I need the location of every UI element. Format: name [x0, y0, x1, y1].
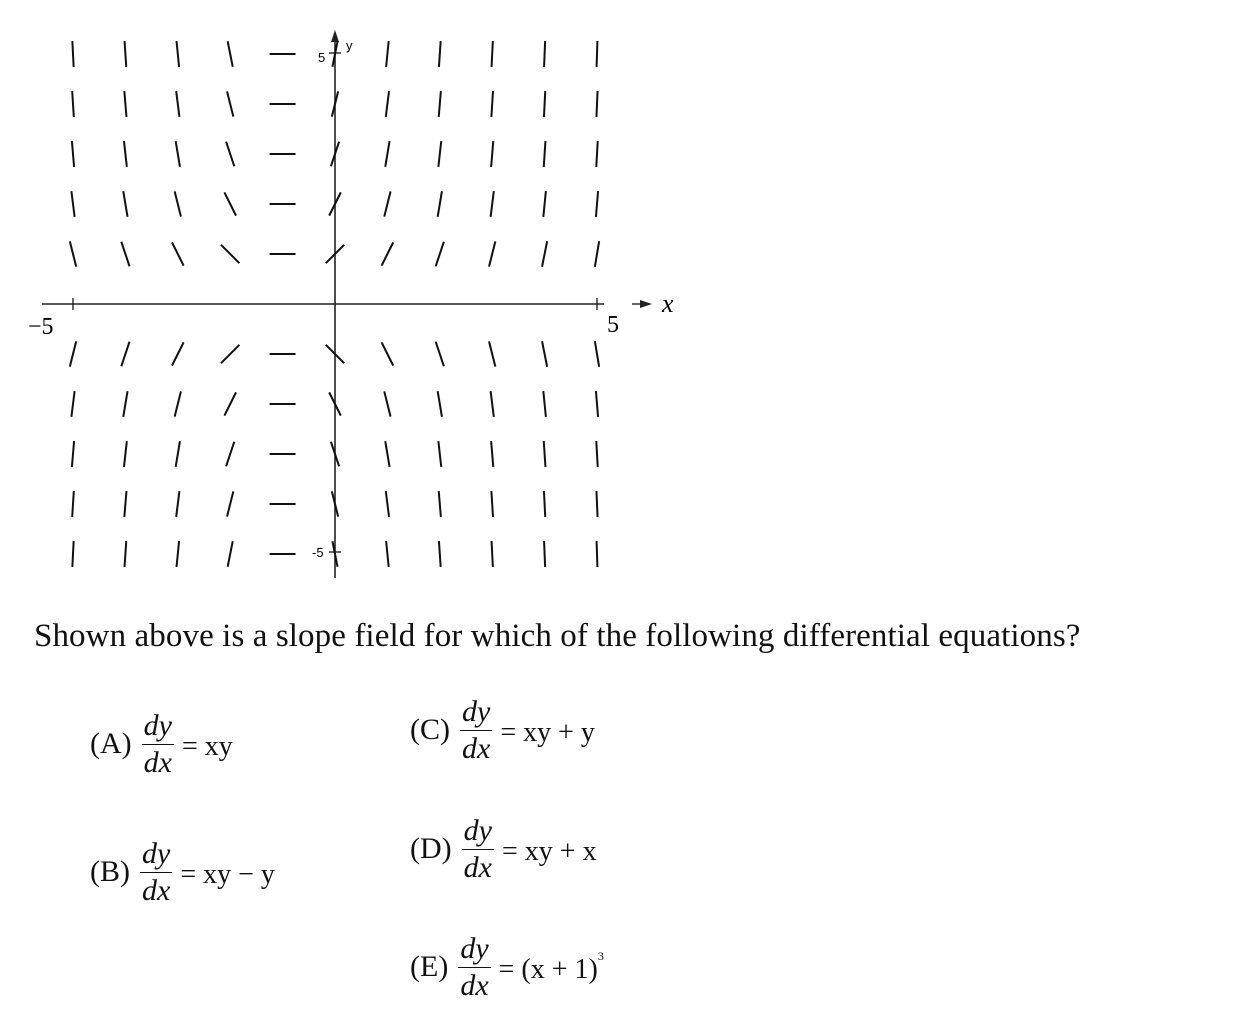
- slope-segment: [72, 491, 74, 517]
- y-axis-label: y: [346, 38, 353, 53]
- choice-d[interactable]: [410, 815, 597, 883]
- slope-segment: [226, 442, 234, 467]
- choice-label: (A): [90, 727, 132, 760]
- slope-segment: [175, 391, 181, 416]
- derivative-fraction: [460, 696, 492, 764]
- slope-segment: [386, 491, 389, 517]
- slope-segment: [386, 41, 389, 67]
- slope-segment: [124, 91, 126, 117]
- slope-segment: [228, 541, 233, 567]
- choice-label: (D): [410, 832, 452, 865]
- equation-rhs: = xy + y: [500, 716, 595, 748]
- slope-segment: [439, 41, 441, 67]
- slope-segment: [385, 141, 389, 167]
- slope-segment: [384, 391, 390, 416]
- choice-c[interactable]: [410, 696, 595, 764]
- slope-segment: [227, 91, 233, 116]
- slope-segment: [492, 41, 493, 67]
- slope-segment: [544, 141, 546, 167]
- slope-segment: [438, 441, 441, 467]
- slope-segment: [439, 91, 441, 117]
- derivative-fraction: [142, 710, 174, 778]
- fraction-denominator: dx: [143, 745, 172, 779]
- choice-equation: [502, 831, 597, 868]
- slope-segment: [177, 541, 180, 567]
- slope-segment: [123, 391, 127, 417]
- equation-rhs: = xy − y: [180, 858, 275, 890]
- slope-segment: [125, 541, 127, 567]
- slope-segment: [544, 491, 545, 517]
- slope-segment: [224, 192, 236, 215]
- fraction-denominator: dx: [462, 731, 491, 765]
- slope-segment: [382, 342, 394, 365]
- slope-segment: [543, 391, 546, 417]
- slope-segment: [436, 342, 444, 367]
- slope-segment: [597, 541, 598, 567]
- choice-b[interactable]: [90, 838, 275, 906]
- slope-segment: [595, 341, 599, 367]
- slope-segment: [543, 191, 546, 217]
- slope-segment: [438, 191, 442, 217]
- choice-equation: [182, 726, 233, 763]
- slope-segment: [125, 41, 127, 67]
- slope-segment: [224, 392, 236, 415]
- slope-segment: [172, 342, 184, 365]
- slope-segment: [491, 91, 493, 117]
- fraction-numerator: dy: [142, 710, 174, 745]
- slope-segment: [491, 491, 493, 517]
- slope-segment: [227, 491, 233, 516]
- slope-segment: [382, 242, 394, 265]
- question-text: Shown above is a slope field for which of the following differential equations?: [34, 618, 1081, 654]
- equation-exponent: 3: [597, 948, 604, 963]
- slope-segment: [121, 242, 129, 267]
- derivative-fraction: [462, 815, 494, 883]
- slope-segment: [596, 441, 597, 467]
- slope-segment: [71, 391, 74, 417]
- slope-segment: [72, 441, 74, 467]
- slope-segment: [385, 441, 389, 467]
- slope-segment: [72, 541, 73, 567]
- slope-segment: [542, 241, 547, 267]
- x-min-label: −5: [28, 314, 54, 340]
- fraction-denominator: dx: [460, 968, 489, 1002]
- slope-segment: [438, 141, 441, 167]
- slope-segment: [72, 141, 74, 167]
- slope-segment: [221, 345, 239, 363]
- slope-segment: [596, 391, 598, 417]
- slope-segment: [176, 141, 180, 167]
- slope-segment: [596, 491, 597, 517]
- choice-label: (C): [410, 713, 450, 746]
- slope-segment: [436, 242, 444, 267]
- derivative-fraction: [458, 933, 490, 1001]
- y-axis-arrow-icon: [331, 30, 339, 42]
- y-max-label: 5: [318, 50, 326, 65]
- slope-segment: [386, 541, 389, 567]
- slope-segment: [71, 191, 74, 217]
- x-max-label: 5: [607, 312, 619, 338]
- choice-a[interactable]: [90, 710, 233, 778]
- slope-segment: [172, 242, 184, 265]
- slope-segment: [491, 191, 494, 217]
- choice-equation: [180, 854, 275, 891]
- slope-segment: [228, 41, 233, 67]
- slope-segment: [596, 141, 597, 167]
- slope-segment: [124, 441, 127, 467]
- equation-rhs: = xy: [181, 730, 233, 762]
- slope-segment: [123, 191, 127, 217]
- slope-segment: [492, 541, 493, 567]
- slope-segment: [489, 241, 495, 266]
- slope-segment: [177, 41, 180, 67]
- slope-segment: [384, 191, 390, 216]
- choice-equation: [499, 949, 604, 986]
- slope-segment: [439, 491, 441, 517]
- fraction-numerator: dy: [462, 815, 494, 850]
- slope-segment: [70, 341, 76, 366]
- slope-segment: [489, 341, 495, 366]
- equation-rhs: = (x + 1): [498, 953, 598, 985]
- slope-segment: [221, 245, 239, 263]
- y-min-label: -5: [312, 545, 324, 560]
- choice-e[interactable]: [410, 933, 604, 1001]
- slope-segment: [72, 91, 74, 117]
- slope-segment: [124, 491, 126, 517]
- derivative-fraction: [140, 838, 172, 906]
- slope-segment: [176, 441, 180, 467]
- fraction-denominator: dx: [463, 850, 492, 884]
- slope-segment: [491, 391, 494, 417]
- slope-segment: [124, 141, 127, 167]
- slope-segment: [544, 541, 545, 567]
- slope-segment: [542, 341, 547, 367]
- choice-label: (B): [90, 855, 130, 888]
- fraction-numerator: dy: [140, 838, 172, 873]
- slope-segment: [176, 491, 179, 517]
- fraction-numerator: dy: [458, 933, 490, 968]
- fraction-numerator: dy: [460, 696, 492, 731]
- slope-segment: [544, 91, 545, 117]
- slope-segment: [176, 91, 179, 117]
- slope-segment: [70, 241, 76, 266]
- slope-segment: [597, 41, 598, 67]
- slope-segment: [121, 342, 129, 367]
- equation-rhs: = xy + x: [501, 835, 597, 867]
- slope-segment: [595, 241, 599, 267]
- slope-segment: [544, 41, 545, 67]
- slope-segment: [175, 191, 181, 216]
- fraction-denominator: dx: [142, 873, 171, 907]
- slope-segment: [439, 541, 441, 567]
- slope-segment: [438, 391, 442, 417]
- slope-segment: [386, 91, 389, 117]
- choice-label: (E): [410, 950, 449, 983]
- slope-segment: [596, 191, 598, 217]
- slope-segment: [226, 142, 234, 167]
- slope-segment: [491, 141, 493, 167]
- x-axis-label: x: [662, 289, 674, 318]
- slope-segment: [72, 41, 73, 67]
- slope-segment: [544, 441, 546, 467]
- choice-equation: [500, 712, 595, 749]
- slope-segment: [491, 441, 493, 467]
- slope-segment: [596, 91, 597, 117]
